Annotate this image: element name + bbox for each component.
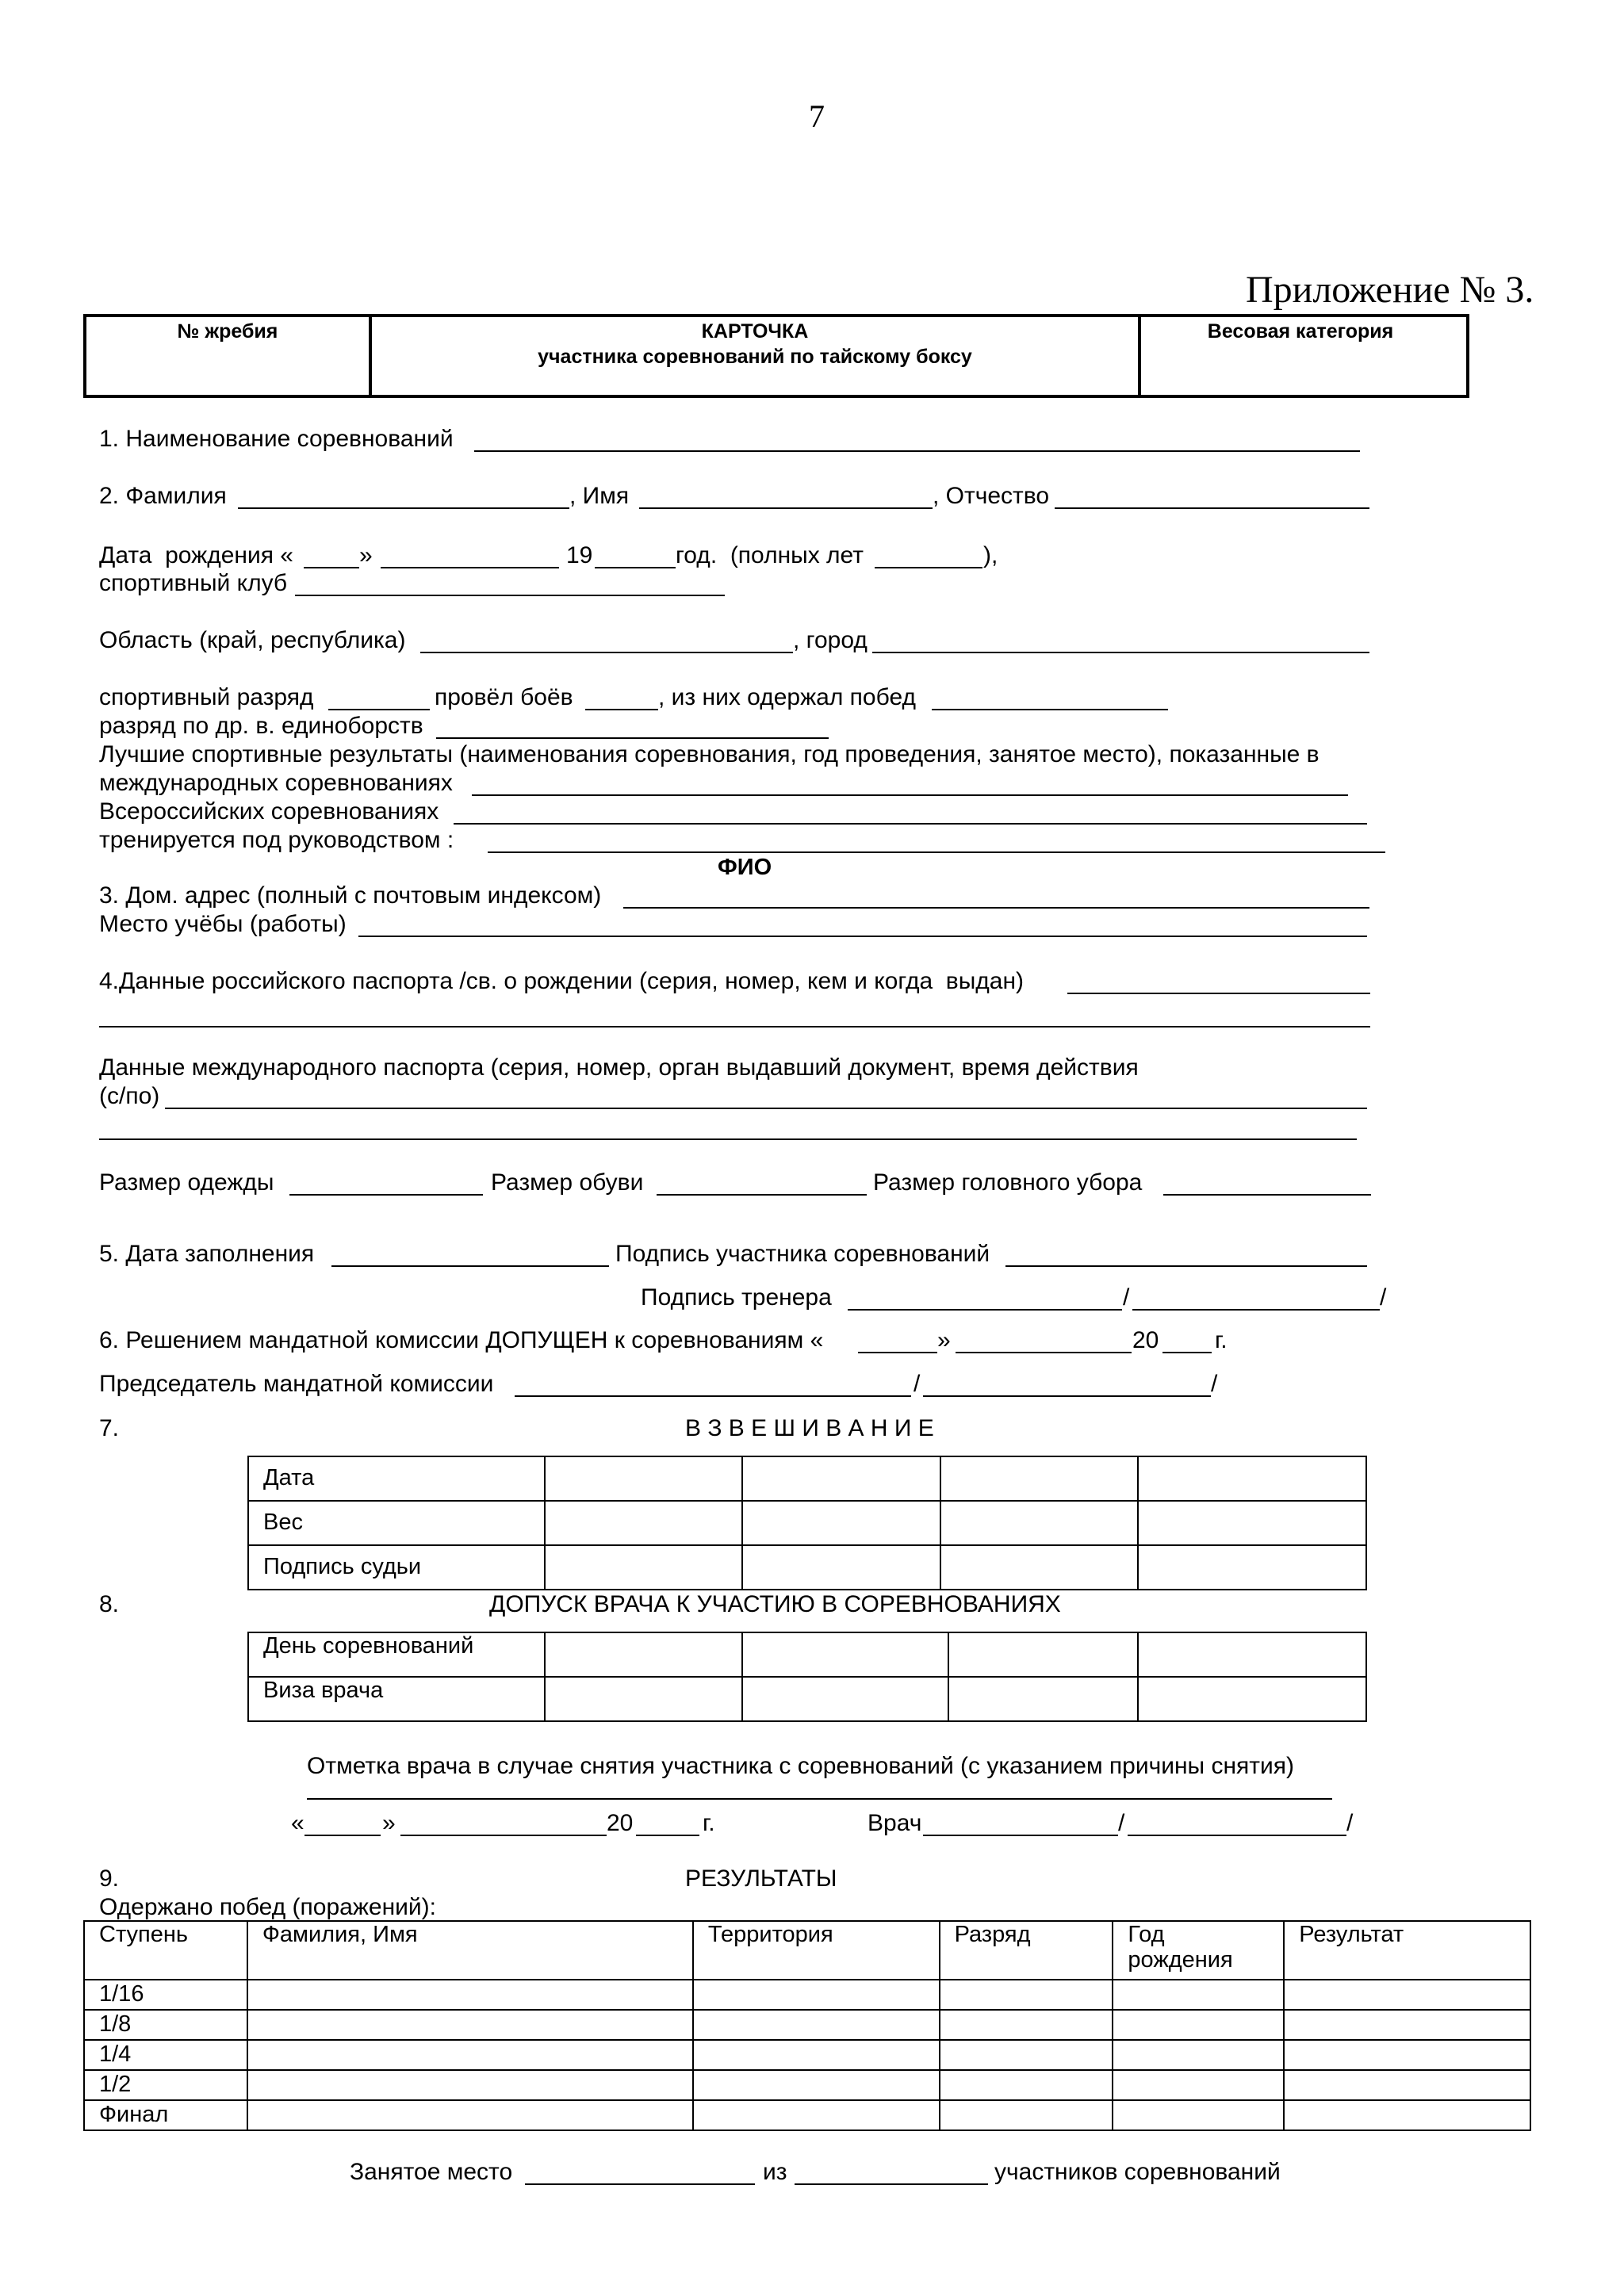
doctor-section-title: ДОПУСК ВРАЧА К УЧАСТИЮ В СОРЕВНОВАНИЯХ	[489, 1591, 1061, 1617]
region-field[interactable]	[420, 652, 793, 653]
doctor-date-close: »	[382, 1810, 396, 1836]
russian-passport-field[interactable]	[1067, 993, 1370, 994]
clothes-size-label: Размер одежды	[99, 1169, 274, 1196]
results-cell[interactable]	[940, 2070, 1113, 2100]
weighing-row	[248, 1545, 1366, 1590]
weighing-cell[interactable]	[940, 1456, 1139, 1501]
other-rank-label: разряд по др. в. единоборств	[99, 713, 423, 739]
results-cell[interactable]	[247, 2010, 693, 2040]
admission-year-field[interactable]	[1162, 1352, 1212, 1353]
doctor-cell[interactable]	[545, 1632, 743, 1677]
weighing-row	[248, 1501, 1366, 1545]
results-stage-label: 1/16	[84, 1980, 247, 2010]
results-header-row	[84, 1921, 1530, 1980]
admission-day-field[interactable]	[858, 1352, 937, 1353]
bouts-label: провёл боёв	[435, 684, 573, 710]
surname-field[interactable]	[238, 507, 569, 509]
participant-signature-field[interactable]	[1005, 1265, 1367, 1267]
russian-passport-label: 4.Данные российского паспорта /св. о рождении (серия, номер, кем и когда выдан)	[99, 968, 1025, 994]
weighing-cell[interactable]	[1138, 1501, 1366, 1545]
competition-name-label: 1. Наименование соревнований	[99, 426, 454, 452]
fill-date-label: 5. Дата заполнения	[99, 1241, 315, 1267]
city-field[interactable]	[872, 652, 1369, 653]
clothes-size-field[interactable]	[289, 1194, 483, 1196]
card-header	[83, 314, 1469, 398]
lot-number-label: № жребия	[177, 320, 278, 342]
results-cell[interactable]	[247, 1980, 693, 2010]
intl-passport-label: Данные международного паспорта (серия, номер, орган выдавший документ, время действия	[99, 1054, 1139, 1081]
doctor-slash: /	[1118, 1810, 1125, 1836]
doctor-removal-note: Отметка врача в случае снятия участника с соревнований (с указанием причины снятия)	[307, 1753, 1294, 1779]
hat-size-field[interactable]	[1163, 1194, 1371, 1196]
competition-name-field[interactable]	[474, 450, 1360, 452]
full-age-field[interactable]	[875, 567, 982, 568]
coach-field[interactable]	[488, 851, 1385, 853]
russian-competitions-label: Всероссийских соревнованиях	[99, 798, 439, 825]
results-title: РЕЗУЛЬТАТЫ	[685, 1866, 837, 1892]
results-row	[84, 2100, 1530, 2130]
results-cell[interactable]	[1284, 2010, 1530, 2040]
intl-passport-field-2[interactable]	[99, 1138, 1357, 1140]
full-age-label: год. (полных лет	[676, 542, 864, 568]
doctor-century: 20	[607, 1810, 634, 1836]
doctor-removal-reason-field[interactable]	[307, 1798, 1332, 1800]
chairman-signature-field[interactable]	[515, 1395, 911, 1397]
weighing-cell[interactable]	[940, 1545, 1139, 1590]
results-cell[interactable]	[1284, 2100, 1530, 2130]
lot-number-cell	[86, 317, 372, 395]
chairman-name-slash: /	[1211, 1371, 1218, 1397]
intl-passport-field[interactable]	[165, 1108, 1367, 1109]
results-table	[83, 1920, 1531, 2131]
coach-name-field[interactable]	[1132, 1309, 1380, 1311]
weighing-cell[interactable]	[545, 1501, 743, 1545]
weighing-cell[interactable]	[742, 1545, 940, 1590]
place-field[interactable]	[525, 2183, 755, 2185]
place-of-label: из	[763, 2159, 787, 2185]
results-cell[interactable]	[1284, 2070, 1530, 2100]
admission-year-suffix: г.	[1215, 1327, 1228, 1353]
weighing-cell[interactable]	[545, 1545, 743, 1590]
doctor-signature-field[interactable]	[923, 1835, 1118, 1836]
chairman-name-field[interactable]	[923, 1395, 1211, 1397]
card-title: КАРТОЧКА	[701, 320, 809, 342]
wins-field[interactable]	[932, 709, 1168, 710]
results-stage-label: Финал	[84, 2100, 247, 2130]
weighing-cell[interactable]	[742, 1456, 940, 1501]
doctor-cell[interactable]	[948, 1632, 1139, 1677]
doctor-cell[interactable]	[1138, 1677, 1366, 1721]
home-address-field[interactable]	[623, 907, 1369, 909]
weight-category-label: Весовая категория	[1207, 320, 1394, 342]
doctor-cell[interactable]	[1138, 1632, 1366, 1677]
weighing-table	[247, 1456, 1367, 1590]
chairman-label: Председатель мандатной комиссии	[99, 1371, 494, 1397]
weighing-row-label: Подпись судьи	[248, 1545, 545, 1590]
admission-century: 20	[1132, 1327, 1159, 1353]
best-results-label: Лучшие спортивные результаты (наименования соревнования, год проведения, занятое место), показанные в	[99, 741, 1320, 767]
weighing-cell[interactable]	[742, 1501, 940, 1545]
results-column-header: Разряд	[940, 1921, 1113, 1980]
dob-year-field[interactable]	[595, 567, 676, 568]
doctor-name-field[interactable]	[1128, 1835, 1346, 1836]
admission-decision-label: 6. Решением мандатной комиссии ДОПУЩЕН к соревнованиям «	[99, 1327, 824, 1353]
coach-signature-field[interactable]	[848, 1309, 1122, 1311]
weighing-cell[interactable]	[545, 1456, 743, 1501]
appendix-label: Приложение № 3.	[1246, 269, 1534, 311]
results-cell[interactable]	[693, 2040, 940, 2070]
results-cell[interactable]	[940, 2100, 1113, 2130]
participants-count-field[interactable]	[795, 2183, 988, 2185]
card-subtitle: участника соревнований по тайскому боксу	[538, 346, 972, 368]
intl-competitions-field[interactable]	[472, 794, 1348, 796]
results-row	[84, 2070, 1530, 2100]
doctor-date-open: «	[291, 1810, 304, 1836]
results-cell[interactable]	[247, 2040, 693, 2070]
patronymic-field[interactable]	[1055, 507, 1369, 509]
rank-field[interactable]	[328, 709, 430, 710]
dob-month-field[interactable]	[381, 567, 559, 568]
dob-quote: »	[359, 542, 373, 568]
results-cell[interactable]	[940, 2010, 1113, 2040]
results-column-header: Фамилия, Имя	[247, 1921, 693, 1980]
club-field[interactable]	[295, 595, 725, 596]
russian-competitions-field[interactable]	[454, 823, 1367, 825]
dob-day-field[interactable]	[304, 567, 359, 568]
doctor-cell[interactable]	[948, 1677, 1139, 1721]
dob-century: 19	[566, 542, 593, 568]
doctor-row-label: День соревнований	[248, 1632, 545, 1677]
chairman-slash: /	[914, 1371, 921, 1397]
results-cell[interactable]	[1113, 2070, 1284, 2100]
results-cell[interactable]	[1284, 2040, 1530, 2070]
participants-label: участников соревнований	[994, 2159, 1281, 2185]
results-column-header: Ступень	[84, 1921, 247, 1980]
doctor-month-field[interactable]	[400, 1835, 607, 1836]
weighing-cell[interactable]	[1138, 1456, 1366, 1501]
results-cell[interactable]	[940, 2040, 1113, 2070]
wins-losses-label: Одержано побед (поражений):	[99, 1894, 436, 1920]
results-number: 9.	[99, 1866, 120, 1892]
weighing-row-label: Дата	[248, 1456, 545, 1501]
wins-label: , из них одержал побед	[658, 684, 916, 710]
coach-signature-slash: /	[1123, 1284, 1130, 1311]
weighing-number: 7.	[99, 1415, 120, 1441]
results-cell[interactable]	[940, 1980, 1113, 2010]
doctor-section-number: 8.	[99, 1591, 120, 1617]
study-place-field[interactable]	[358, 936, 1367, 937]
doctor-year-suffix: г.	[703, 1810, 715, 1836]
card-title-cell	[372, 317, 1141, 395]
results-stage-label: 1/8	[84, 2010, 247, 2040]
shoe-size-label: Размер обуви	[491, 1169, 644, 1196]
admission-quote: »	[937, 1327, 951, 1353]
results-row	[84, 2010, 1530, 2040]
results-column-header: Результат	[1284, 1921, 1530, 1980]
rank-label: спортивный разряд	[99, 684, 314, 710]
results-column-header: Год рождения	[1113, 1921, 1284, 1980]
results-row	[84, 2040, 1530, 2070]
admission-month-field[interactable]	[956, 1352, 1132, 1353]
doctor-day-field[interactable]	[304, 1835, 381, 1836]
coach-label: тренируется под руководством :	[99, 827, 454, 853]
results-stage-label: 1/2	[84, 2070, 247, 2100]
full-age-close: ),	[983, 542, 998, 568]
participant-signature-label: Подпись участника соревнований	[615, 1241, 990, 1267]
results-cell[interactable]	[693, 1980, 940, 2010]
weighing-row	[248, 1456, 1366, 1501]
coach-name-slash: /	[1380, 1284, 1387, 1311]
place-label: Занятое место	[350, 2159, 513, 2185]
doctor-cell[interactable]	[545, 1677, 743, 1721]
results-cell[interactable]	[1113, 1980, 1284, 2010]
weighing-row-label: Вес	[248, 1501, 545, 1545]
coach-signature-label: Подпись тренера	[641, 1284, 832, 1311]
results-column-header: Территория	[693, 1921, 940, 1980]
bouts-field[interactable]	[585, 709, 658, 710]
weighing-cell[interactable]	[940, 1501, 1139, 1545]
region-label: Область (край, республика)	[99, 627, 406, 653]
results-cell[interactable]	[1113, 2010, 1284, 2040]
other-rank-field[interactable]	[436, 737, 829, 739]
doctor-name-slash: /	[1346, 1810, 1354, 1836]
intl-competitions-label: международных соревнованиях	[99, 770, 453, 796]
results-row	[84, 1980, 1530, 2010]
results-cell[interactable]	[1113, 2040, 1284, 2070]
results-cell[interactable]	[1284, 1980, 1530, 2010]
shoe-size-field[interactable]	[657, 1194, 867, 1196]
weight-category-cell	[1141, 317, 1460, 395]
doctor-row	[248, 1632, 1366, 1677]
results-cell[interactable]	[693, 2010, 940, 2040]
fio-caption: ФИО	[718, 855, 772, 880]
doctor-admission-table	[247, 1632, 1367, 1722]
russian-passport-field-2[interactable]	[99, 1026, 1370, 1027]
results-stage-label: 1/4	[84, 2040, 247, 2070]
results-cell[interactable]	[247, 2070, 693, 2100]
dob-label: Дата рождения «	[99, 542, 293, 568]
home-address-label: 3. Дом. адрес (полный с почтовым индексом)	[99, 882, 602, 909]
results-cell[interactable]	[693, 2100, 940, 2130]
weighing-title: В З В Е Ш И В А Н И Е	[685, 1415, 934, 1441]
doctor-label: Врач	[868, 1810, 922, 1836]
hat-size-label: Размер головного убора	[873, 1169, 1143, 1196]
weighing-cell[interactable]	[1138, 1545, 1366, 1590]
club-label: спортивный клуб	[99, 570, 288, 596]
fill-date-field[interactable]	[331, 1265, 609, 1267]
results-cell[interactable]	[1113, 2100, 1284, 2130]
name-label: , Имя	[569, 483, 630, 509]
study-place-label: Место учёбы (работы)	[99, 911, 347, 937]
results-cell[interactable]	[693, 2070, 940, 2100]
doctor-cell[interactable]	[742, 1632, 948, 1677]
city-label: , город	[793, 627, 868, 653]
intl-passport-period-label: (с/по)	[99, 1083, 160, 1109]
doctor-row-label: Виза врача	[248, 1677, 545, 1721]
patronymic-label: , Отчество	[933, 483, 1050, 509]
doctor-row	[248, 1677, 1366, 1721]
page-number: 7	[809, 98, 825, 134]
doctor-cell[interactable]	[742, 1677, 948, 1721]
doctor-year-field[interactable]	[636, 1835, 699, 1836]
results-cell[interactable]	[247, 2100, 693, 2130]
name-field[interactable]	[639, 507, 933, 509]
surname-label: 2. Фамилия	[99, 483, 227, 509]
